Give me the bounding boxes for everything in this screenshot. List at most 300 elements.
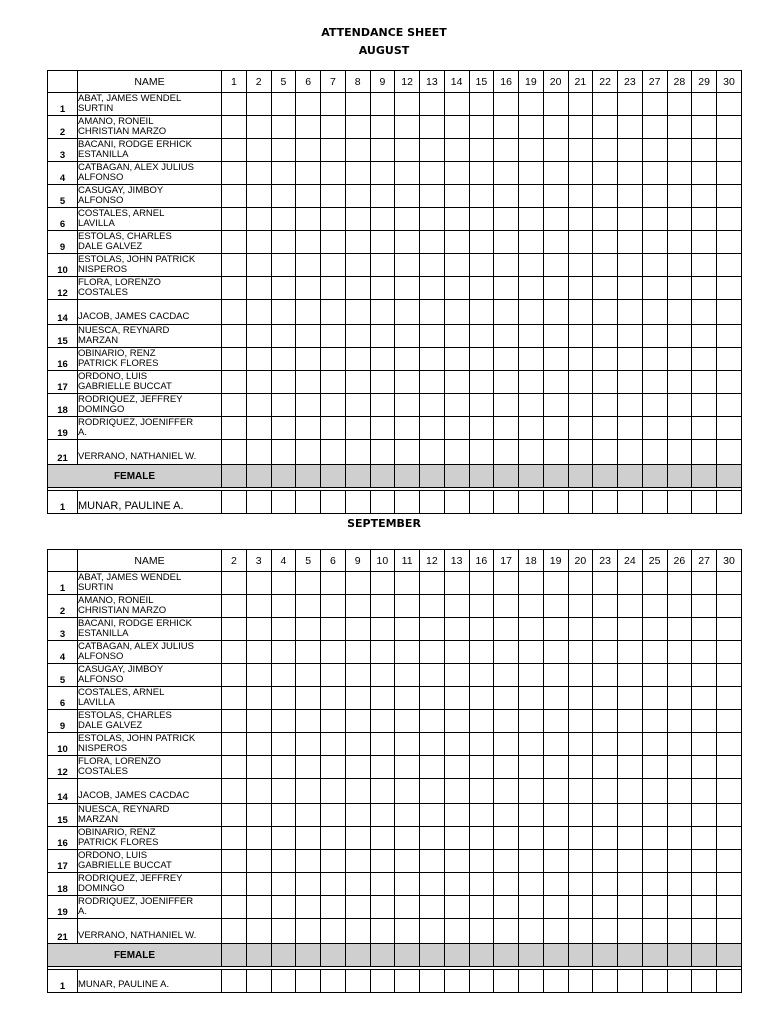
attendance-cell[interactable] <box>519 827 544 850</box>
attendance-cell[interactable] <box>593 641 618 664</box>
attendance-cell[interactable] <box>692 970 717 993</box>
attendance-cell[interactable] <box>370 896 395 919</box>
attendance-cell[interactable] <box>667 664 692 687</box>
attendance-cell[interactable] <box>568 208 593 231</box>
attendance-cell[interactable] <box>717 733 742 756</box>
attendance-cell[interactable] <box>568 970 593 993</box>
attendance-cell[interactable] <box>593 300 618 325</box>
attendance-cell[interactable] <box>519 185 544 208</box>
attendance-cell[interactable] <box>444 185 469 208</box>
attendance-cell[interactable] <box>618 348 643 371</box>
attendance-cell[interactable] <box>667 162 692 185</box>
attendance-cell[interactable] <box>444 664 469 687</box>
attendance-cell[interactable] <box>568 896 593 919</box>
attendance-cell[interactable] <box>469 970 494 993</box>
attendance-cell[interactable] <box>667 779 692 804</box>
attendance-cell[interactable] <box>444 595 469 618</box>
attendance-cell[interactable] <box>667 733 692 756</box>
attendance-cell[interactable] <box>444 371 469 394</box>
attendance-cell[interactable] <box>568 756 593 779</box>
attendance-cell[interactable] <box>642 254 667 277</box>
attendance-cell[interactable] <box>494 595 519 618</box>
attendance-cell[interactable] <box>370 687 395 710</box>
attendance-cell[interactable] <box>345 394 370 417</box>
attendance-cell[interactable] <box>667 300 692 325</box>
attendance-cell[interactable] <box>469 873 494 896</box>
attendance-cell[interactable] <box>469 641 494 664</box>
attendance-cell[interactable] <box>370 710 395 733</box>
attendance-cell[interactable] <box>642 618 667 641</box>
attendance-cell[interactable] <box>717 779 742 804</box>
attendance-cell[interactable] <box>618 162 643 185</box>
attendance-cell[interactable] <box>271 185 296 208</box>
attendance-cell[interactable] <box>345 139 370 162</box>
attendance-cell[interactable] <box>494 254 519 277</box>
attendance-cell[interactable] <box>271 325 296 348</box>
attendance-cell[interactable] <box>568 572 593 595</box>
attendance-cell[interactable] <box>246 641 271 664</box>
attendance-cell[interactable] <box>717 300 742 325</box>
attendance-cell[interactable] <box>345 116 370 139</box>
attendance-cell[interactable] <box>494 733 519 756</box>
attendance-cell[interactable] <box>543 185 568 208</box>
attendance-cell[interactable] <box>246 664 271 687</box>
attendance-cell[interactable] <box>222 162 247 185</box>
attendance-cell[interactable] <box>444 687 469 710</box>
attendance-cell[interactable] <box>246 185 271 208</box>
attendance-cell[interactable] <box>321 185 346 208</box>
attendance-cell[interactable] <box>618 618 643 641</box>
attendance-cell[interactable] <box>271 970 296 993</box>
attendance-cell[interactable] <box>568 687 593 710</box>
attendance-cell[interactable] <box>271 491 296 514</box>
attendance-cell[interactable] <box>222 371 247 394</box>
attendance-cell[interactable] <box>370 417 395 440</box>
attendance-cell[interactable] <box>469 231 494 254</box>
attendance-cell[interactable] <box>345 417 370 440</box>
attendance-cell[interactable] <box>568 93 593 116</box>
attendance-cell[interactable] <box>321 664 346 687</box>
attendance-cell[interactable] <box>543 733 568 756</box>
attendance-cell[interactable] <box>271 641 296 664</box>
attendance-cell[interactable] <box>321 231 346 254</box>
attendance-cell[interactable] <box>296 595 321 618</box>
attendance-cell[interactable] <box>370 162 395 185</box>
attendance-cell[interactable] <box>667 618 692 641</box>
attendance-cell[interactable] <box>345 756 370 779</box>
attendance-cell[interactable] <box>519 687 544 710</box>
attendance-cell[interactable] <box>519 162 544 185</box>
attendance-cell[interactable] <box>222 440 247 465</box>
attendance-cell[interactable] <box>692 595 717 618</box>
attendance-cell[interactable] <box>345 231 370 254</box>
attendance-cell[interactable] <box>618 850 643 873</box>
attendance-cell[interactable] <box>395 710 420 733</box>
attendance-cell[interactable] <box>618 873 643 896</box>
attendance-cell[interactable] <box>271 231 296 254</box>
attendance-cell[interactable] <box>296 572 321 595</box>
attendance-cell[interactable] <box>642 277 667 300</box>
attendance-cell[interactable] <box>395 896 420 919</box>
attendance-cell[interactable] <box>321 348 346 371</box>
attendance-cell[interactable] <box>246 710 271 733</box>
attendance-cell[interactable] <box>593 116 618 139</box>
attendance-cell[interactable] <box>667 139 692 162</box>
attendance-cell[interactable] <box>543 300 568 325</box>
attendance-cell[interactable] <box>222 572 247 595</box>
attendance-cell[interactable] <box>642 325 667 348</box>
attendance-cell[interactable] <box>222 231 247 254</box>
attendance-cell[interactable] <box>246 733 271 756</box>
attendance-cell[interactable] <box>444 827 469 850</box>
attendance-cell[interactable] <box>642 641 667 664</box>
attendance-cell[interactable] <box>717 873 742 896</box>
attendance-cell[interactable] <box>296 348 321 371</box>
attendance-cell[interactable] <box>420 116 445 139</box>
attendance-cell[interactable] <box>271 850 296 873</box>
attendance-cell[interactable] <box>321 641 346 664</box>
attendance-cell[interactable] <box>469 595 494 618</box>
attendance-cell[interactable] <box>395 618 420 641</box>
attendance-cell[interactable] <box>717 827 742 850</box>
attendance-cell[interactable] <box>321 491 346 514</box>
attendance-cell[interactable] <box>519 394 544 417</box>
attendance-cell[interactable] <box>717 417 742 440</box>
attendance-cell[interactable] <box>642 348 667 371</box>
attendance-cell[interactable] <box>618 595 643 618</box>
attendance-cell[interactable] <box>692 348 717 371</box>
attendance-cell[interactable] <box>246 896 271 919</box>
attendance-cell[interactable] <box>494 641 519 664</box>
attendance-cell[interactable] <box>642 300 667 325</box>
attendance-cell[interactable] <box>271 208 296 231</box>
attendance-cell[interactable] <box>717 440 742 465</box>
attendance-cell[interactable] <box>296 139 321 162</box>
attendance-cell[interactable] <box>420 440 445 465</box>
attendance-cell[interactable] <box>543 254 568 277</box>
attendance-cell[interactable] <box>420 896 445 919</box>
attendance-cell[interactable] <box>469 664 494 687</box>
attendance-cell[interactable] <box>519 417 544 440</box>
attendance-cell[interactable] <box>296 440 321 465</box>
attendance-cell[interactable] <box>420 756 445 779</box>
attendance-cell[interactable] <box>543 162 568 185</box>
attendance-cell[interactable] <box>395 348 420 371</box>
attendance-cell[interactable] <box>642 371 667 394</box>
attendance-cell[interactable] <box>667 491 692 514</box>
attendance-cell[interactable] <box>519 139 544 162</box>
attendance-cell[interactable] <box>717 664 742 687</box>
attendance-cell[interactable] <box>593 185 618 208</box>
attendance-cell[interactable] <box>469 371 494 394</box>
attendance-cell[interactable] <box>246 93 271 116</box>
attendance-cell[interactable] <box>246 850 271 873</box>
attendance-cell[interactable] <box>345 896 370 919</box>
attendance-cell[interactable] <box>593 348 618 371</box>
attendance-cell[interactable] <box>321 756 346 779</box>
attendance-cell[interactable] <box>321 873 346 896</box>
attendance-cell[interactable] <box>593 827 618 850</box>
attendance-cell[interactable] <box>420 491 445 514</box>
attendance-cell[interactable] <box>222 348 247 371</box>
attendance-cell[interactable] <box>296 618 321 641</box>
attendance-cell[interactable] <box>271 277 296 300</box>
attendance-cell[interactable] <box>321 116 346 139</box>
attendance-cell[interactable] <box>370 371 395 394</box>
attendance-cell[interactable] <box>222 827 247 850</box>
attendance-cell[interactable] <box>494 139 519 162</box>
attendance-cell[interactable] <box>717 491 742 514</box>
attendance-cell[interactable] <box>222 850 247 873</box>
attendance-cell[interactable] <box>271 572 296 595</box>
attendance-cell[interactable] <box>618 804 643 827</box>
attendance-cell[interactable] <box>543 710 568 733</box>
attendance-cell[interactable] <box>395 139 420 162</box>
attendance-cell[interactable] <box>420 827 445 850</box>
attendance-cell[interactable] <box>519 93 544 116</box>
attendance-cell[interactable] <box>593 804 618 827</box>
attendance-cell[interactable] <box>321 371 346 394</box>
attendance-cell[interactable] <box>222 254 247 277</box>
attendance-cell[interactable] <box>296 208 321 231</box>
attendance-cell[interactable] <box>692 641 717 664</box>
attendance-cell[interactable] <box>246 919 271 944</box>
attendance-cell[interactable] <box>370 300 395 325</box>
attendance-cell[interactable] <box>494 618 519 641</box>
attendance-cell[interactable] <box>370 572 395 595</box>
attendance-cell[interactable] <box>370 231 395 254</box>
attendance-cell[interactable] <box>420 873 445 896</box>
attendance-cell[interactable] <box>618 139 643 162</box>
attendance-cell[interactable] <box>296 185 321 208</box>
attendance-cell[interactable] <box>618 371 643 394</box>
attendance-cell[interactable] <box>519 618 544 641</box>
attendance-cell[interactable] <box>246 491 271 514</box>
attendance-cell[interactable] <box>618 277 643 300</box>
attendance-cell[interactable] <box>469 733 494 756</box>
attendance-cell[interactable] <box>717 93 742 116</box>
attendance-cell[interactable] <box>444 896 469 919</box>
attendance-cell[interactable] <box>568 595 593 618</box>
attendance-cell[interactable] <box>345 804 370 827</box>
attendance-cell[interactable] <box>692 710 717 733</box>
attendance-cell[interactable] <box>568 371 593 394</box>
attendance-cell[interactable] <box>370 277 395 300</box>
attendance-cell[interactable] <box>222 733 247 756</box>
attendance-cell[interactable] <box>395 325 420 348</box>
attendance-cell[interactable] <box>593 733 618 756</box>
attendance-cell[interactable] <box>370 850 395 873</box>
attendance-cell[interactable] <box>692 827 717 850</box>
attendance-cell[interactable] <box>692 687 717 710</box>
attendance-cell[interactable] <box>246 970 271 993</box>
attendance-cell[interactable] <box>271 139 296 162</box>
attendance-cell[interactable] <box>519 325 544 348</box>
attendance-cell[interactable] <box>444 254 469 277</box>
attendance-cell[interactable] <box>321 896 346 919</box>
attendance-cell[interactable] <box>222 779 247 804</box>
attendance-cell[interactable] <box>543 417 568 440</box>
attendance-cell[interactable] <box>345 572 370 595</box>
attendance-cell[interactable] <box>321 827 346 850</box>
attendance-cell[interactable] <box>469 756 494 779</box>
attendance-cell[interactable] <box>593 162 618 185</box>
attendance-cell[interactable] <box>568 804 593 827</box>
attendance-cell[interactable] <box>717 277 742 300</box>
attendance-cell[interactable] <box>494 394 519 417</box>
attendance-cell[interactable] <box>222 394 247 417</box>
attendance-cell[interactable] <box>420 804 445 827</box>
attendance-cell[interactable] <box>222 595 247 618</box>
attendance-cell[interactable] <box>593 756 618 779</box>
attendance-cell[interactable] <box>370 491 395 514</box>
attendance-cell[interactable] <box>395 116 420 139</box>
attendance-cell[interactable] <box>345 300 370 325</box>
attendance-cell[interactable] <box>519 300 544 325</box>
attendance-cell[interactable] <box>692 850 717 873</box>
attendance-cell[interactable] <box>692 185 717 208</box>
attendance-cell[interactable] <box>296 779 321 804</box>
attendance-cell[interactable] <box>618 756 643 779</box>
attendance-cell[interactable] <box>321 208 346 231</box>
attendance-cell[interactable] <box>568 733 593 756</box>
attendance-cell[interactable] <box>222 325 247 348</box>
attendance-cell[interactable] <box>321 254 346 277</box>
attendance-cell[interactable] <box>395 756 420 779</box>
attendance-cell[interactable] <box>543 208 568 231</box>
attendance-cell[interactable] <box>642 162 667 185</box>
attendance-cell[interactable] <box>543 93 568 116</box>
attendance-cell[interactable] <box>618 710 643 733</box>
attendance-cell[interactable] <box>345 664 370 687</box>
attendance-cell[interactable] <box>370 139 395 162</box>
attendance-cell[interactable] <box>543 664 568 687</box>
attendance-cell[interactable] <box>494 664 519 687</box>
attendance-cell[interactable] <box>494 185 519 208</box>
attendance-cell[interactable] <box>568 919 593 944</box>
attendance-cell[interactable] <box>469 919 494 944</box>
attendance-cell[interactable] <box>246 756 271 779</box>
attendance-cell[interactable] <box>246 162 271 185</box>
attendance-cell[interactable] <box>345 93 370 116</box>
attendance-cell[interactable] <box>420 394 445 417</box>
attendance-cell[interactable] <box>667 254 692 277</box>
attendance-cell[interactable] <box>543 325 568 348</box>
attendance-cell[interactable] <box>222 896 247 919</box>
attendance-cell[interactable] <box>469 139 494 162</box>
attendance-cell[interactable] <box>345 850 370 873</box>
attendance-cell[interactable] <box>494 850 519 873</box>
attendance-cell[interactable] <box>618 733 643 756</box>
attendance-cell[interactable] <box>692 231 717 254</box>
attendance-cell[interactable] <box>370 873 395 896</box>
attendance-cell[interactable] <box>271 827 296 850</box>
attendance-cell[interactable] <box>246 139 271 162</box>
attendance-cell[interactable] <box>692 208 717 231</box>
attendance-cell[interactable] <box>444 756 469 779</box>
attendance-cell[interactable] <box>593 208 618 231</box>
attendance-cell[interactable] <box>370 827 395 850</box>
attendance-cell[interactable] <box>321 779 346 804</box>
attendance-cell[interactable] <box>717 116 742 139</box>
attendance-cell[interactable] <box>519 572 544 595</box>
attendance-cell[interactable] <box>370 93 395 116</box>
attendance-cell[interactable] <box>345 641 370 664</box>
attendance-cell[interactable] <box>345 779 370 804</box>
attendance-cell[interactable] <box>642 970 667 993</box>
attendance-cell[interactable] <box>717 896 742 919</box>
attendance-cell[interactable] <box>717 325 742 348</box>
attendance-cell[interactable] <box>692 919 717 944</box>
attendance-cell[interactable] <box>692 733 717 756</box>
attendance-cell[interactable] <box>667 873 692 896</box>
attendance-cell[interactable] <box>519 595 544 618</box>
attendance-cell[interactable] <box>618 827 643 850</box>
attendance-cell[interactable] <box>271 873 296 896</box>
attendance-cell[interactable] <box>444 618 469 641</box>
attendance-cell[interactable] <box>494 919 519 944</box>
attendance-cell[interactable] <box>642 208 667 231</box>
attendance-cell[interactable] <box>321 394 346 417</box>
attendance-cell[interactable] <box>222 417 247 440</box>
attendance-cell[interactable] <box>543 277 568 300</box>
attendance-cell[interactable] <box>321 162 346 185</box>
attendance-cell[interactable] <box>469 116 494 139</box>
attendance-cell[interactable] <box>444 348 469 371</box>
attendance-cell[interactable] <box>395 850 420 873</box>
attendance-cell[interactable] <box>395 641 420 664</box>
attendance-cell[interactable] <box>667 919 692 944</box>
attendance-cell[interactable] <box>271 162 296 185</box>
attendance-cell[interactable] <box>469 325 494 348</box>
attendance-cell[interactable] <box>444 300 469 325</box>
attendance-cell[interactable] <box>692 804 717 827</box>
attendance-cell[interactable] <box>444 491 469 514</box>
attendance-cell[interactable] <box>321 687 346 710</box>
attendance-cell[interactable] <box>494 93 519 116</box>
attendance-cell[interactable] <box>246 417 271 440</box>
attendance-cell[interactable] <box>543 804 568 827</box>
attendance-cell[interactable] <box>420 850 445 873</box>
attendance-cell[interactable] <box>494 710 519 733</box>
attendance-cell[interactable] <box>222 277 247 300</box>
attendance-cell[interactable] <box>667 371 692 394</box>
attendance-cell[interactable] <box>543 116 568 139</box>
attendance-cell[interactable] <box>593 618 618 641</box>
attendance-cell[interactable] <box>395 687 420 710</box>
attendance-cell[interactable] <box>618 231 643 254</box>
attendance-cell[interactable] <box>519 873 544 896</box>
attendance-cell[interactable] <box>642 491 667 514</box>
attendance-cell[interactable] <box>519 277 544 300</box>
attendance-cell[interactable] <box>395 733 420 756</box>
attendance-cell[interactable] <box>717 687 742 710</box>
attendance-cell[interactable] <box>593 231 618 254</box>
attendance-cell[interactable] <box>667 572 692 595</box>
attendance-cell[interactable] <box>494 572 519 595</box>
attendance-cell[interactable] <box>345 970 370 993</box>
attendance-cell[interactable] <box>593 572 618 595</box>
attendance-cell[interactable] <box>321 572 346 595</box>
attendance-cell[interactable] <box>296 919 321 944</box>
attendance-cell[interactable] <box>469 491 494 514</box>
attendance-cell[interactable] <box>593 873 618 896</box>
attendance-cell[interactable] <box>222 185 247 208</box>
attendance-cell[interactable] <box>271 618 296 641</box>
attendance-cell[interactable] <box>345 873 370 896</box>
attendance-cell[interactable] <box>444 162 469 185</box>
attendance-cell[interactable] <box>593 779 618 804</box>
